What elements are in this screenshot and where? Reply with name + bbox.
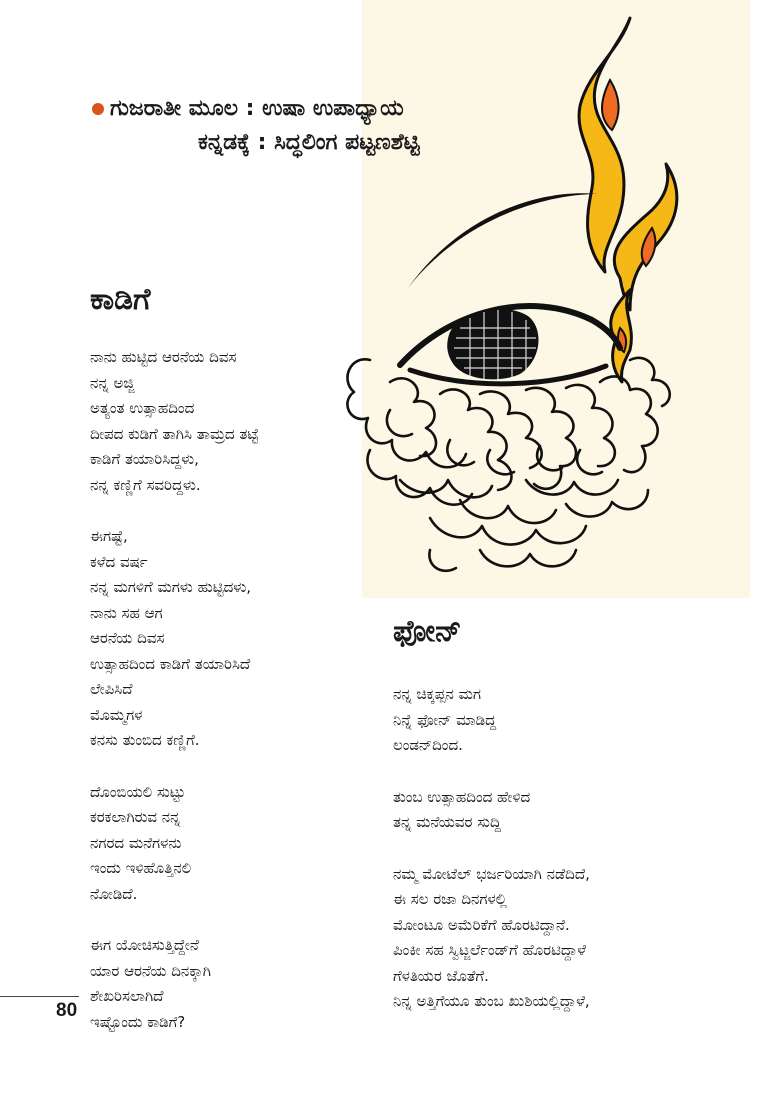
poem-line: ಕನಸು ತುಂಬಿದ ಕಣ್ಣಿಗೆ. [90, 731, 200, 749]
poem-line: ಪಿಂಕೀ ಸಹ ಸ್ವಿಟ್ಜರ್ಲೆಂಡ್‌ಗೆ ಹೊರಟಿದ್ದಾಳೆ [393, 941, 586, 959]
poem-line: ನನ್ನ ಮಗಳಿಗೆ ಮಗಳು ಹುಟ್ಟಿದಳು, [90, 578, 251, 596]
poem-line: ನಾನು ಹುಟ್ಟಿದ ಆರನೆಯ ದಿವಸ [90, 348, 237, 366]
poem-line: ಇಂದು ಇಳಿಹೊತ್ತಿನಲಿ [90, 859, 192, 877]
poem-line: ಮೋಂಟೂ ಅಮೆರಿಕೆಗೆ ಹೊರಟಿದ್ದಾನೆ. [393, 915, 570, 934]
poem-line: ಈಗಷ್ಟೆ, [90, 527, 128, 545]
poem-line: ಕಳೆದ ವರ್ಷ [90, 552, 148, 571]
poem-line: ನನ್ನ ಅಜ್ಜಿ [90, 373, 135, 392]
stanza-gap [90, 498, 259, 524]
poem-line: ನನ್ನ ಚಿಕ್ಕಪ್ಪನ ಮಗ [393, 685, 481, 703]
translator-text: ಕನ್ನಡಕ್ಕೆ : ಸಿದ್ಧಲಿಂಗ ಪಟ್ಟಣಶೆಟ್ಟಿ [198, 130, 420, 155]
poem-line: ಮೊಮ್ಮಗಳ [90, 705, 143, 724]
poem-line: ಯಾರ ಆರನೆಯ ದಿನಕ್ಕಾಗಿ [90, 961, 211, 980]
poem-line: ಅತ್ಯಂತ ಉತ್ಸಾಹದಿಂದ [90, 399, 195, 417]
poem-line: ಉತ್ಸಾಹದಿಂದ ಕಾಡಿಗೆ ತಯಾರಿಸಿದೆ [90, 654, 251, 673]
poem-line: ಲಂಡನ್‌ದಿಂದ. [393, 736, 463, 754]
poem-line: ನಿನ್ನೆ ಫೋನ್ ಮಾಡಿದ್ದ [393, 710, 497, 729]
bullet-icon [92, 103, 104, 115]
page-number: 80 [56, 1000, 78, 1021]
poem-line: ಶೇಖರಿಸಲಾಗಿದೆ [90, 987, 164, 1005]
poem-line: ನಿನ್ನ ಅತ್ತಿಗೆಯೂ ತುಂಬ ಖುಶಿಯಲ್ಲಿದ್ದಾಳೆ, [393, 992, 590, 1010]
poem-line: ದೀಪದ ಕುಡಿಗೆ ತಾಗಿಸಿ ತಾಮ್ರದ ತಟ್ಟೆ [90, 424, 259, 443]
poem-line: ಇಷ್ಟೊಂದು ಕಾಡಿಗೆ? [90, 1012, 186, 1031]
poem-line: ಕಾಡಿಗೆ ತಯಾರಿಸಿದ್ದಳು, [90, 450, 199, 468]
poem-line: ಈ ಸಲ ರಜಾ ದಿನಗಳಲ್ಲಿ [393, 890, 507, 908]
stanza-gap [393, 836, 590, 862]
poem2-body [393, 682, 590, 1015]
poem-line: ಲೇಪಿಸಿದೆ [90, 680, 133, 698]
poem-line: ಗೆಳತಿಯರ ಜೊತೆಗೆ. [393, 966, 489, 985]
poem1-title: ಕಾಡಿಗೆ [90, 282, 151, 317]
poem2-title: ಫೋನ್ [393, 614, 462, 649]
stanza-gap [90, 754, 259, 780]
original-author-line [92, 92, 420, 126]
poem-line: ತುಂಬ ಉತ್ಸಾಹದಿಂದ ಹೇಳಿದ [393, 787, 531, 806]
poem-line: ಈಗ ಯೋಚಿಸುತ್ತಿದ್ದೇನೆ [90, 936, 199, 954]
poem1-body [90, 345, 259, 1035]
poem-line: ನಮ್ಮ ಮೋಟೆಲ್ ಭರ್ಜರಿಯಾಗಿ ನಡೆದಿದೆ, [393, 864, 590, 883]
poem-line: ನನ್ನ ಕಣ್ಣಿಗೆ ಸವರಿದ್ದಳು. [90, 475, 201, 494]
stanza-gap [90, 907, 259, 933]
stanza-gap [393, 759, 590, 785]
poem-line: ನೋಡಿದೆ. [90, 884, 138, 903]
poem-line: ನಗರದ ಮನೆಗಳನು [90, 833, 182, 852]
translation-credits [92, 92, 420, 160]
poem-line: ನಾನು ಸಹ ಆಗ [90, 603, 163, 622]
poem-line: ತನ್ನ ಮನೆಯವರ ಸುದ್ದಿ [393, 813, 501, 831]
translator-line [92, 126, 420, 160]
page-divider [0, 996, 79, 997]
original-author-text: ಗುಜರಾತೀ ಮೂಲ : ಉಷಾ ಉಪಾಧ್ಯಾಯ [110, 96, 404, 121]
poem-line: ದೊಂಬಿಯಲಿ ಸುಟ್ಟು [90, 782, 186, 801]
poem-line: ಕರಕಲಾಗಿರುವ ನನ್ನ [90, 808, 181, 826]
poem-line: ಆರನೆಯ ದಿವಸ [90, 629, 165, 647]
